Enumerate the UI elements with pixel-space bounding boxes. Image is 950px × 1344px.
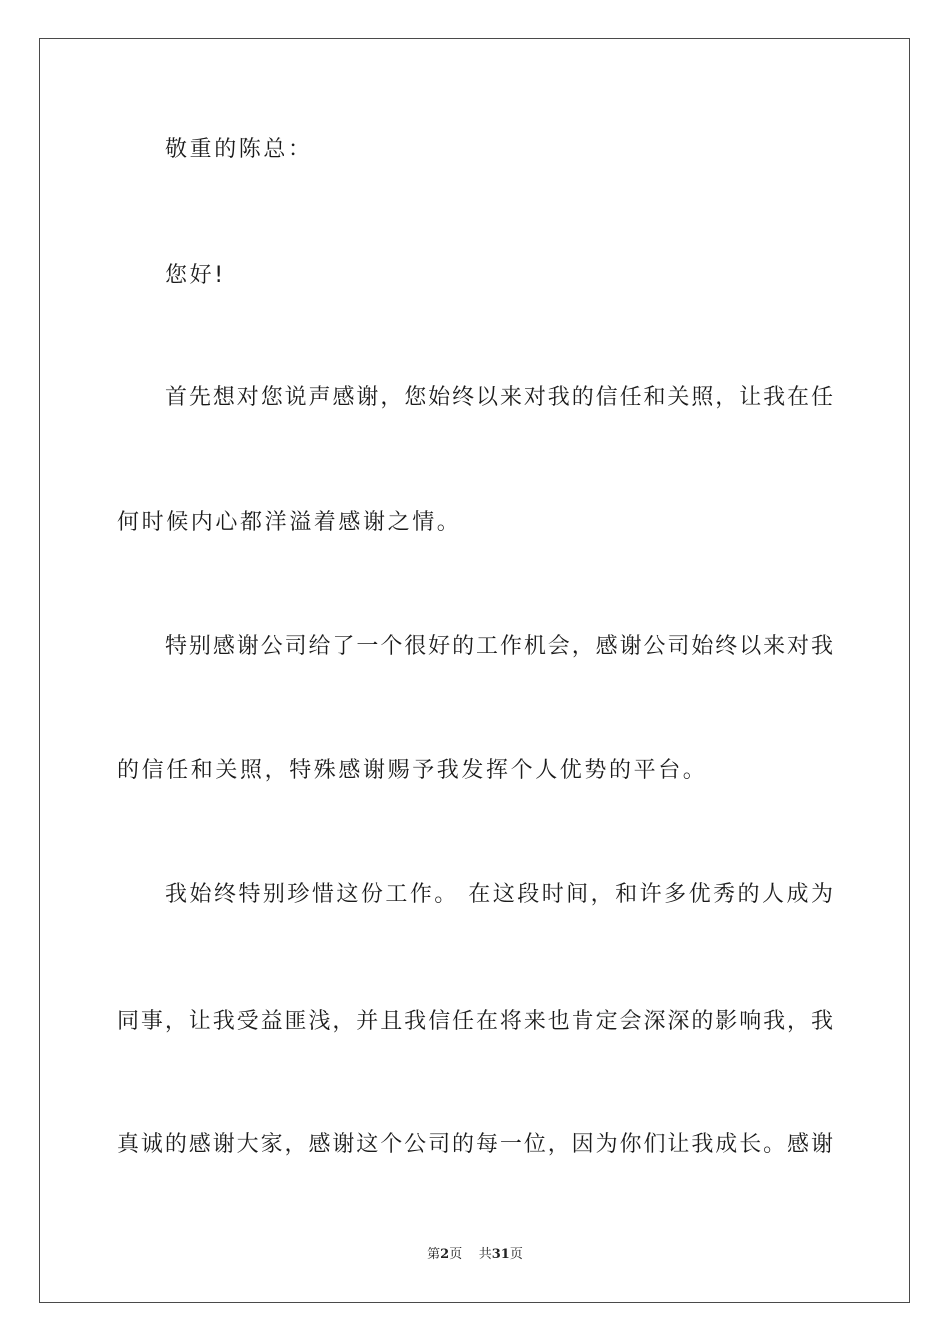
greeting: 您好! [165, 263, 226, 288]
total-prefix: 共 [478, 1247, 492, 1262]
paragraph-3-line-1: 我始终特别珍惜这份工作。 在这段时间，和许多优秀的人成为 [165, 882, 833, 907]
total-suffix: 页 [509, 1247, 523, 1262]
paragraph-3-line-3: 真诚的感谢大家，感谢这个公司的每一位，因为你们让我成长。感谢 [117, 1132, 833, 1157]
page-number: 2 [440, 1247, 450, 1262]
paragraph-2-line-2: 的信任和关照，特殊感谢赐予我发挥个人优势的平台。 [117, 758, 708, 783]
paragraph-1-line-1: 首先想对您说声感谢，您始终以来对我的信任和关照，让我在任 [165, 385, 833, 410]
page-footer [0, 1246, 950, 1264]
page-suffix: 页 [449, 1247, 463, 1262]
page-frame [39, 38, 910, 1303]
salutation: 敬重的陈总： [165, 137, 313, 162]
paragraph-2-line-1: 特别感谢公司给了一个很好的工作机会，感谢公司始终以来对我 [165, 634, 833, 659]
paragraph-1-line-2: 何时候内心都洋溢着感谢之情。 [117, 510, 462, 535]
total-pages: 31 [491, 1247, 510, 1262]
page-prefix: 第 [427, 1247, 441, 1262]
paragraph-3-line-2: 同事，让我受益匪浅，并且我信任在将来也肯定会深深的影响我，我 [117, 1009, 833, 1034]
